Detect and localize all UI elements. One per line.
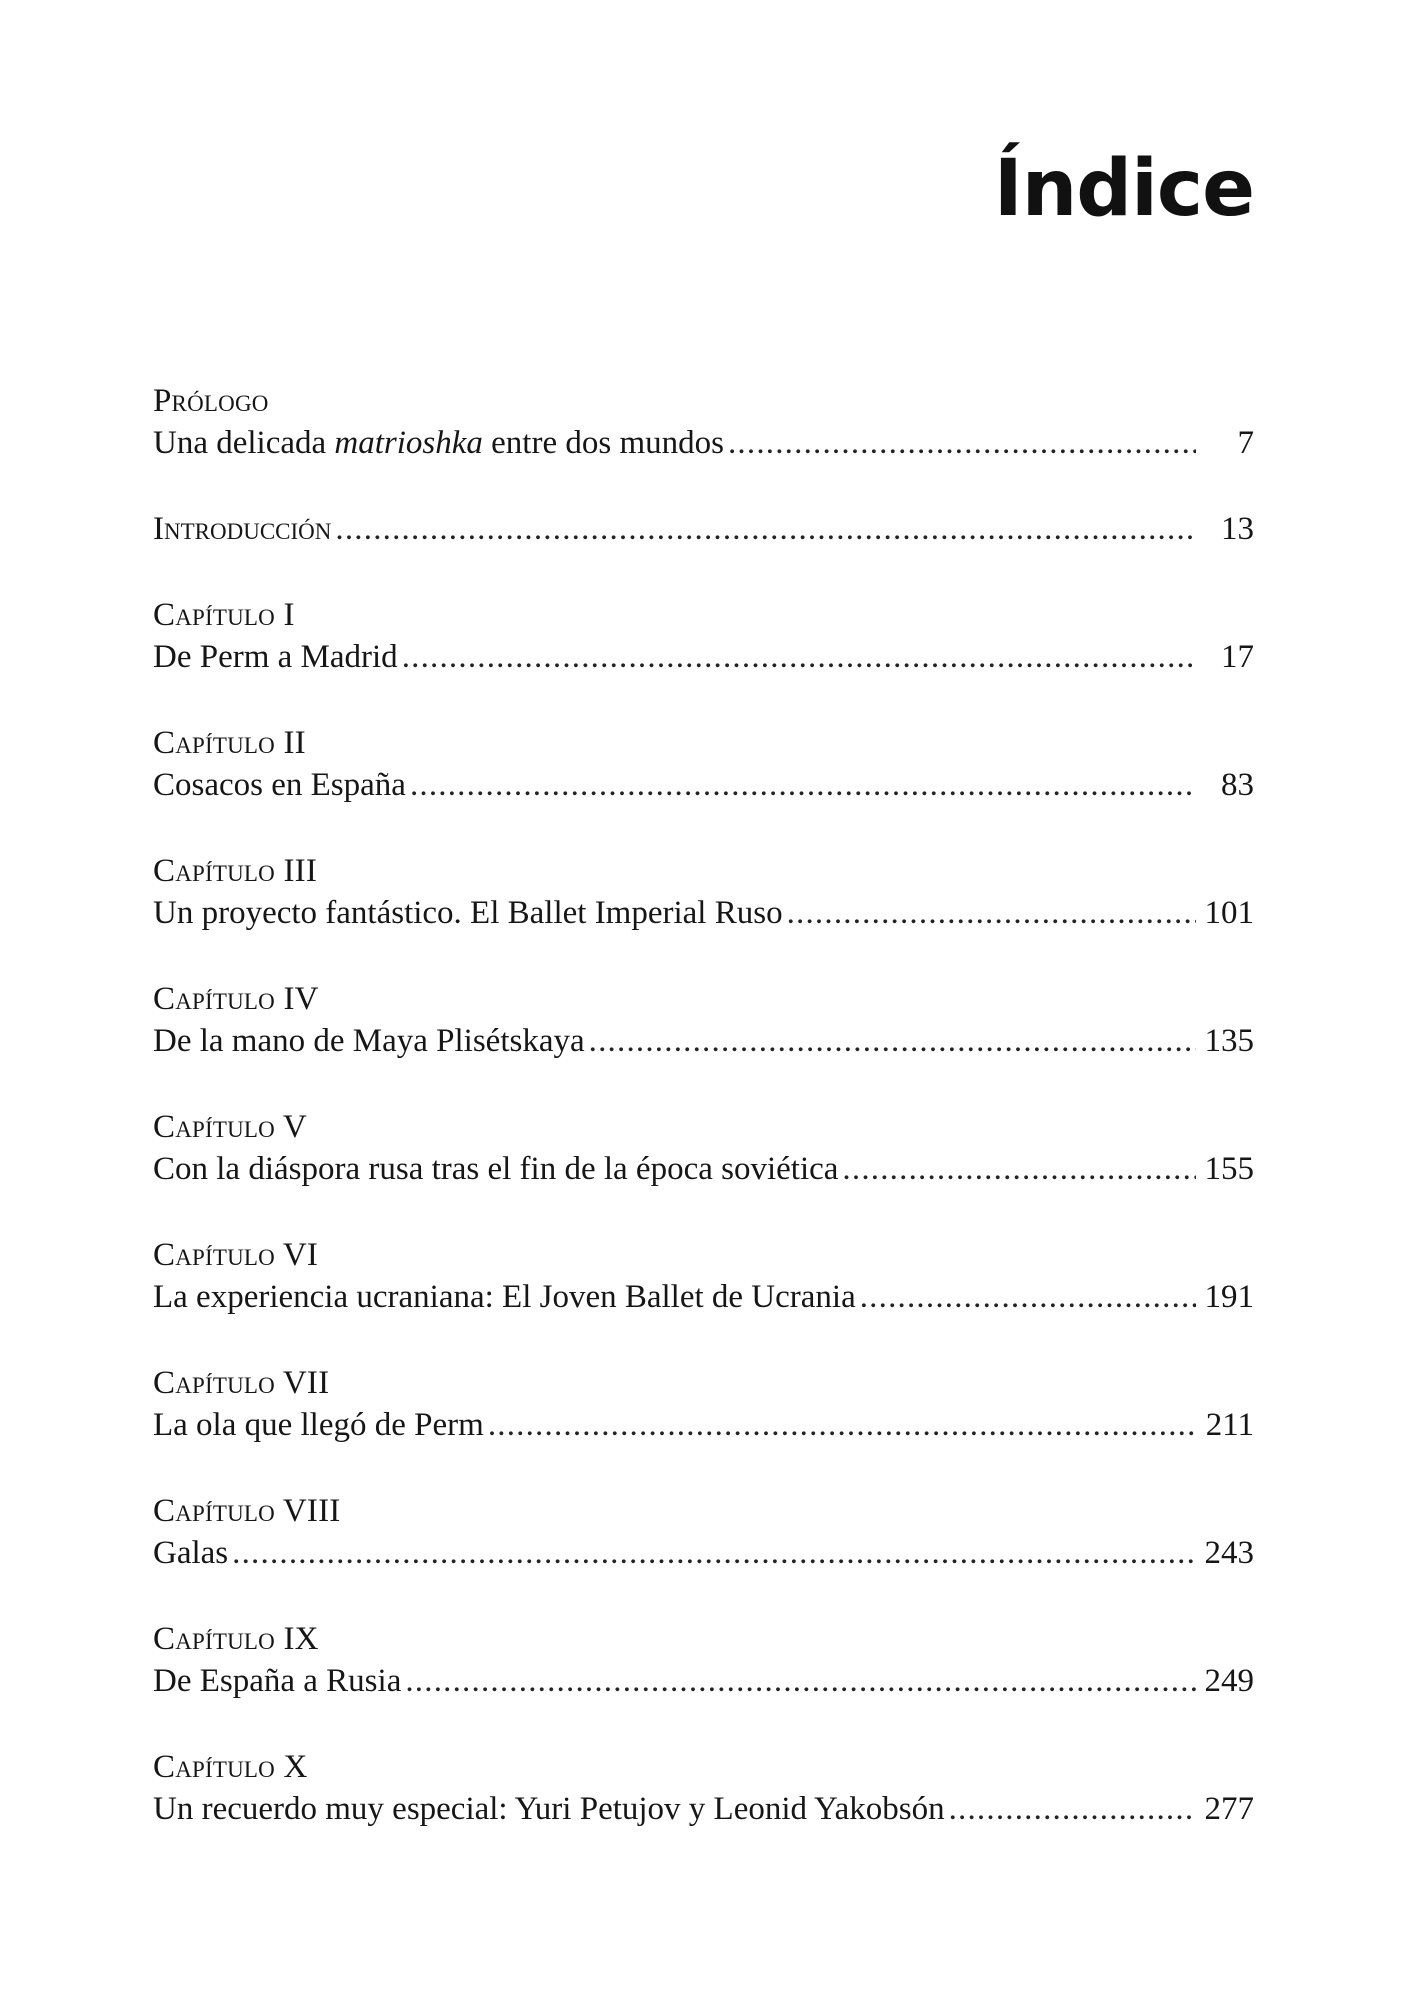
chapter-label: Capítulo X: [153, 1749, 308, 1785]
entry-title: De España a Rusia: [153, 1663, 402, 1699]
entry-title: [153, 422, 724, 464]
page-title: Índice: [993, 144, 1254, 234]
page-number: 277: [1204, 1791, 1254, 1827]
entry-title-part: Una delicada: [153, 425, 335, 461]
chapter-label: Capítulo VI: [153, 1237, 319, 1273]
page-number: 101: [1204, 895, 1254, 931]
toc-entry-prologo[interactable]: [153, 380, 1254, 464]
dot-leader: [488, 1404, 1196, 1446]
entry-line: [153, 1020, 1254, 1062]
entry-line: [153, 636, 1254, 678]
dot-leader: [842, 1148, 1196, 1190]
toc-entry-chapter[interactable]: [153, 1234, 1254, 1318]
entry-line: [153, 422, 1254, 464]
toc-entry-chapter[interactable]: [153, 978, 1254, 1062]
dot-leader: [335, 508, 1196, 550]
entry-title: Galas: [153, 1535, 229, 1571]
page-number: 249: [1204, 1663, 1254, 1699]
table-of-contents: [153, 380, 1254, 1830]
entry-title: La experiencia ucraniana: El Joven Ballet de Ucrania: [153, 1279, 856, 1315]
page-number: 243: [1204, 1535, 1254, 1571]
page-number: 211: [1205, 1407, 1254, 1443]
page-number: 191: [1204, 1279, 1254, 1315]
entry-line: [153, 1532, 1254, 1574]
dot-leader: [860, 1276, 1196, 1318]
chapter-label: Capítulo IX: [153, 1621, 319, 1657]
entry-title-italic: matrioshka: [334, 425, 483, 461]
dot-leader: [949, 1788, 1196, 1830]
page-number: 13: [1221, 511, 1254, 547]
page-number: 135: [1204, 1023, 1254, 1059]
entry-title: Introducción: [153, 511, 332, 547]
entry-title: Un recuerdo muy especial: Yuri Petujov y Leonid Yakobsón: [153, 1791, 945, 1827]
entry-line: [153, 764, 1254, 806]
page-number: 7: [1237, 425, 1254, 461]
entry-title: De la mano de Maya Plisétskaya: [153, 1023, 585, 1059]
chapter-label: Capítulo II: [153, 725, 306, 761]
entry-line: [153, 1788, 1254, 1830]
page-number: 83: [1221, 767, 1254, 803]
chapter-label: Capítulo VII: [153, 1365, 330, 1401]
chapter-label: Capítulo VIII: [153, 1493, 341, 1529]
dot-leader: [410, 764, 1196, 806]
entry-title: Cosacos en España: [153, 767, 406, 803]
toc-entry-chapter[interactable]: [153, 594, 1254, 678]
toc-entry-chapter[interactable]: [153, 1618, 1254, 1702]
toc-entry-introduccion[interactable]: [153, 508, 1254, 550]
dot-leader: [589, 1020, 1196, 1062]
dot-leader: [728, 422, 1196, 464]
dot-leader: [402, 636, 1196, 678]
section-label: Prólogo: [153, 383, 269, 419]
entry-title: Un proyecto fantástico. El Ballet Imperial Ruso: [153, 895, 783, 931]
chapter-label: Capítulo III: [153, 853, 318, 889]
entry-title-part: entre dos mundos: [482, 425, 724, 461]
dot-leader: [787, 892, 1196, 934]
entry-line: [153, 508, 1254, 550]
entry-line: [153, 892, 1254, 934]
entry-title: De Perm a Madrid: [153, 639, 398, 675]
page-number: 155: [1204, 1151, 1254, 1187]
page-number: 17: [1221, 639, 1254, 675]
entry-line: [153, 1660, 1254, 1702]
toc-entry-chapter[interactable]: [153, 1106, 1254, 1190]
chapter-label: Capítulo I: [153, 597, 295, 633]
chapter-label: Capítulo IV: [153, 981, 319, 1017]
chapter-label: Capítulo V: [153, 1109, 307, 1145]
toc-entry-chapter[interactable]: [153, 1362, 1254, 1446]
toc-entry-chapter[interactable]: [153, 1490, 1254, 1574]
entry-title: La ola que llegó de Perm: [153, 1407, 484, 1443]
toc-entry-chapter[interactable]: [153, 722, 1254, 806]
toc-entry-chapter[interactable]: [153, 1746, 1254, 1830]
entry-title: Con la diáspora rusa tras el fin de la época soviética: [153, 1151, 839, 1187]
entry-line: [153, 1148, 1254, 1190]
entry-line: [153, 1404, 1254, 1446]
dot-leader: [232, 1532, 1196, 1574]
entry-line: [153, 1276, 1254, 1318]
toc-entry-chapter[interactable]: [153, 850, 1254, 934]
dot-leader: [405, 1660, 1196, 1702]
